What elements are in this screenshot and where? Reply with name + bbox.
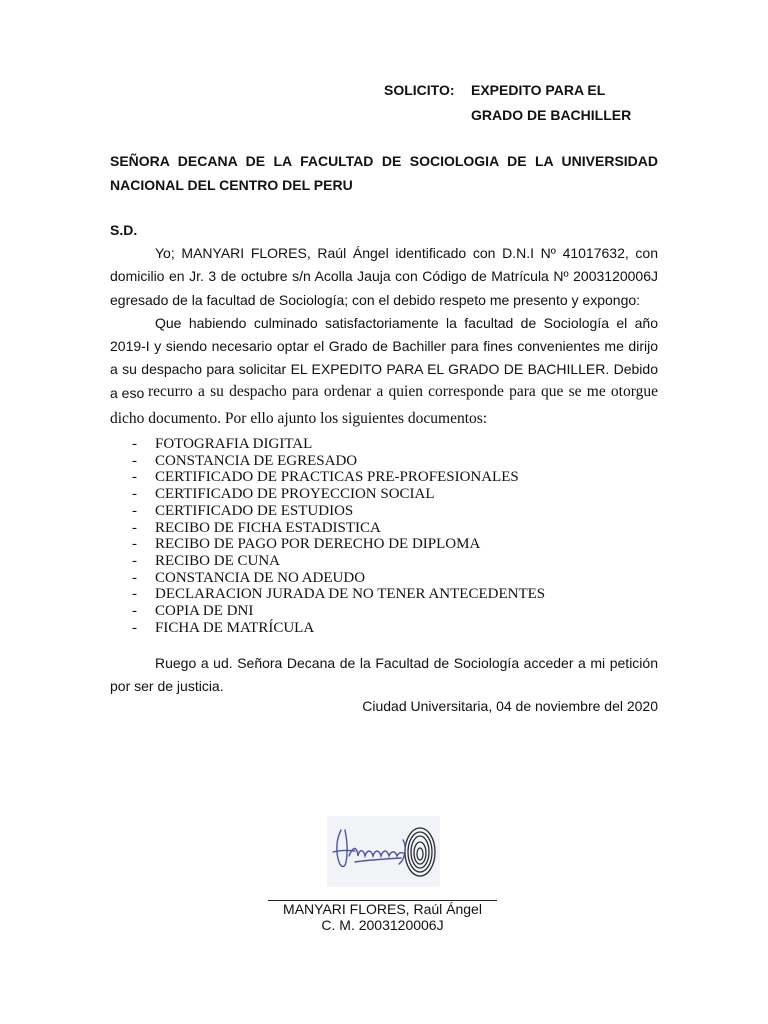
paragraph2-line-3: a su despacho para solicitar EL EXPEDITO PARA EL GRADO DE BACHILLER. Debido bbox=[110, 361, 658, 377]
list-bullet: - bbox=[132, 519, 137, 536]
paragraph1-line-3: egresado de la facultad de Sociología; con el debido respeto me presento y expongo: bbox=[110, 292, 641, 308]
paragraph1-line-2: domicilio en Jr. 3 de octubre s/n Acolla Jauja con Código de Matrícula Nº 2003120006J bbox=[110, 268, 658, 284]
list-item bbox=[128, 620, 545, 637]
list-item-text: CONSTANCIA DE EGRESADO bbox=[155, 452, 358, 469]
list-item-text: FICHA DE MATRÍCULA bbox=[155, 619, 315, 636]
list-item bbox=[128, 436, 545, 453]
list-bullet: - bbox=[132, 552, 137, 569]
subject-line-2: GRADO DE BACHILLER bbox=[471, 107, 632, 123]
list-item-text: DECLARACION JURADA DE NO TENER ANTECEDENTES bbox=[155, 586, 546, 603]
signature-svg bbox=[327, 816, 440, 887]
list-item bbox=[128, 453, 545, 470]
list-bullet: - bbox=[132, 536, 137, 553]
list-item-text: RECIBO DE CUNA bbox=[155, 552, 281, 569]
list-item bbox=[128, 469, 545, 486]
subject-line-1: EXPEDITO PARA EL bbox=[471, 82, 606, 98]
list-item-text: CONSTANCIA DE NO ADEUDO bbox=[155, 569, 366, 586]
documents-list bbox=[128, 436, 545, 636]
addressee-line-2: NACIONAL DEL CENTRO DEL PERU bbox=[110, 177, 353, 193]
list-item bbox=[128, 570, 545, 587]
list-bullet: - bbox=[132, 619, 137, 636]
list-item bbox=[128, 586, 545, 603]
closing-line-2: por ser de justicia. bbox=[110, 678, 224, 694]
addressee-line-1: SEÑORA DECANA DE LA FACULTAD DE SOCIOLOGIA DE LA UNIVERSIDAD bbox=[110, 153, 658, 169]
paragraph2-serif-line-2: dicho documento. Por ello ajunto los siguientes documentos: bbox=[110, 410, 488, 427]
list-item-text: RECIBO DE PAGO POR DERECHO DE DIPLOMA bbox=[155, 536, 481, 553]
list-item-text: RECIBO DE FICHA ESTADISTICA bbox=[155, 519, 381, 536]
paragraph2-mixed-prefix: a eso bbox=[110, 385, 145, 401]
paragraph2-line-1: Que habiendo culminado satisfactoriamente la facultad de Sociología el año bbox=[155, 315, 658, 331]
list-item-text: COPIA DE DNI bbox=[155, 603, 254, 620]
list-item-text: CERTIFICADO DE PROYECCION SOCIAL bbox=[155, 486, 435, 503]
list-item-text: CERTIFICADO DE PRACTICAS PRE-PROFESIONALES bbox=[155, 469, 519, 486]
list-bullet: - bbox=[132, 436, 137, 452]
closing-date: Ciudad Universitaria, 04 de noviembre del 2020 bbox=[362, 698, 658, 714]
list-bullet: - bbox=[132, 603, 137, 620]
signer-code: C. M. 2003120006J bbox=[321, 917, 444, 933]
list-bullet: - bbox=[132, 502, 137, 519]
handwritten-signature-icon bbox=[333, 830, 405, 867]
list-item bbox=[128, 520, 545, 537]
list-bullet: - bbox=[132, 569, 137, 586]
solicito-label: SOLICITO: bbox=[384, 82, 455, 98]
paragraph2-line-2: 2019-I y siendo necesario optar el Grado de Bachiller para fines convenientes me dirijo bbox=[110, 338, 658, 354]
list-item bbox=[128, 603, 545, 620]
paragraph1-line-1: Yo; MANYARI FLORES, Raúl Ángel identificado con D.N.I Nº 41017632, con bbox=[155, 245, 658, 261]
list-item bbox=[128, 536, 545, 553]
list-item bbox=[128, 553, 545, 570]
list-item bbox=[128, 503, 545, 520]
list-item bbox=[128, 486, 545, 503]
list-bullet: - bbox=[132, 469, 137, 486]
list-bullet: - bbox=[132, 486, 137, 503]
list-item-text: FOTOGRAFIA DIGITAL bbox=[155, 436, 313, 452]
paragraph2-serif-line-1: recurro a su despacho para ordenar a quien corresponde para que se me otorgue bbox=[148, 383, 658, 400]
list-bullet: - bbox=[132, 586, 137, 603]
signature-image bbox=[327, 816, 440, 887]
list-bullet: - bbox=[132, 452, 137, 469]
closing-line-1: Ruego a ud. Señora Decana de la Facultad de Sociología acceder a mi petición bbox=[155, 655, 658, 671]
salutation: S.D. bbox=[110, 222, 138, 238]
list-item-text: CERTIFICADO DE ESTUDIOS bbox=[155, 502, 354, 519]
signer-name: MANYARI FLORES, Raúl Ángel bbox=[283, 901, 482, 917]
fingerprint-icon bbox=[405, 828, 435, 876]
